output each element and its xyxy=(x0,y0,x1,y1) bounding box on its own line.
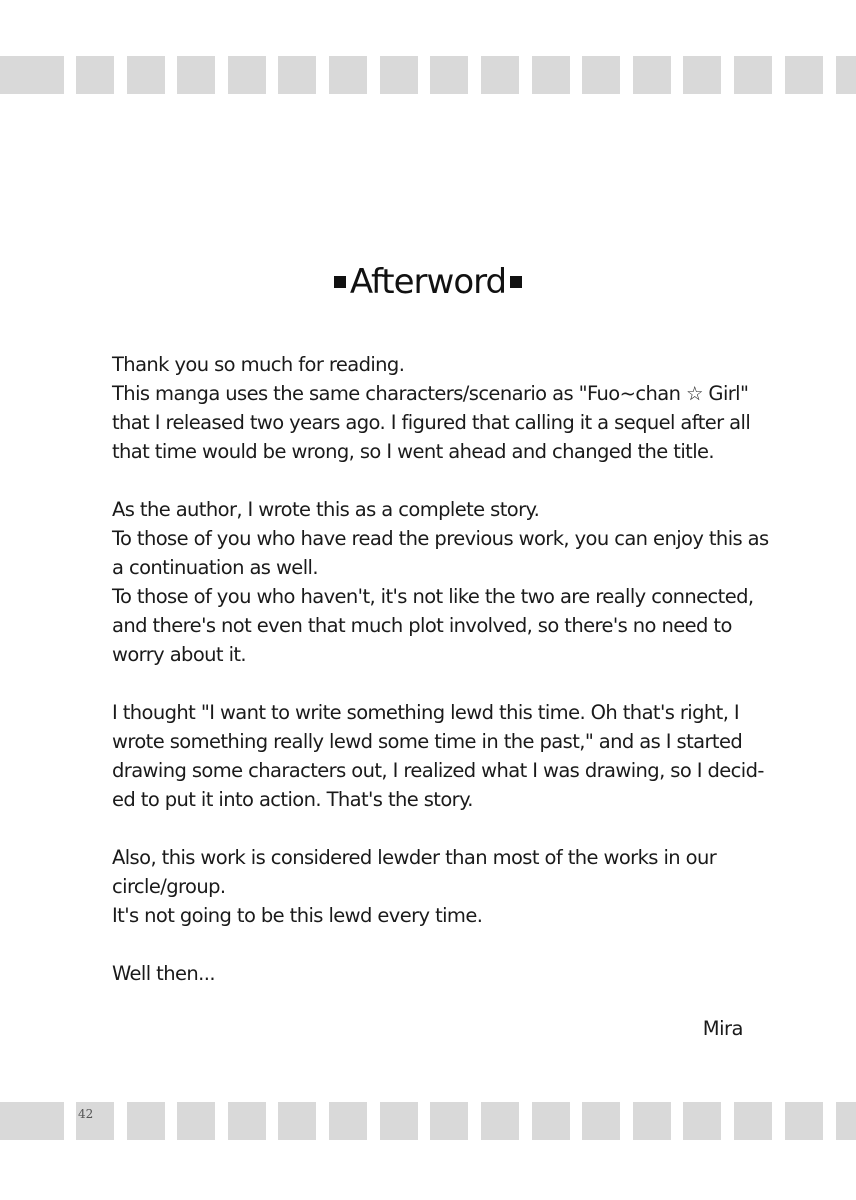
page-title xyxy=(0,262,856,302)
text-line: circle/group. xyxy=(112,875,226,898)
text-line: Also, this work is considered lewder than most of the works in our xyxy=(112,846,717,869)
strip-block xyxy=(532,56,570,94)
strip-block xyxy=(177,1102,215,1140)
strip-block xyxy=(836,1102,856,1140)
text-line: To those of you who have read the previous work, you can enjoy this as xyxy=(112,527,769,550)
strip-block xyxy=(76,56,114,94)
strip-block xyxy=(785,56,823,94)
text-line: worry about it. xyxy=(112,643,247,666)
strip-block xyxy=(329,1102,367,1140)
strip-block xyxy=(127,1102,165,1140)
strip-block xyxy=(734,1102,772,1140)
strip-block xyxy=(734,56,772,94)
text-line: wrote something really lewd some time in the past," and as I started xyxy=(112,730,743,753)
text-line: Well then... xyxy=(112,962,215,985)
text-line: To those of you who haven't, it's not like the two are really connected, xyxy=(112,585,754,608)
strip-block xyxy=(329,56,367,94)
strip-block xyxy=(532,1102,570,1140)
strip-block xyxy=(0,1102,26,1140)
strip-block xyxy=(26,56,64,94)
strip-block xyxy=(228,56,266,94)
author-signature: Mira xyxy=(702,1017,743,1040)
title-bullet-left xyxy=(334,276,346,288)
strip-block xyxy=(26,1102,64,1140)
strip-block xyxy=(582,1102,620,1140)
strip-block xyxy=(127,56,165,94)
strip-block xyxy=(228,1102,266,1140)
strip-block xyxy=(177,56,215,94)
strip-block xyxy=(0,56,26,94)
strip-block xyxy=(481,56,519,94)
text-line: drawing some characters out, I realized what I was drawing, so I decid- xyxy=(112,759,764,782)
paragraph-gap xyxy=(112,669,752,698)
bottom-decorative-strip xyxy=(0,1102,856,1140)
text-line: and there's not even that much plot involved, so there's no need to xyxy=(112,614,732,637)
strip-block xyxy=(633,56,671,94)
strip-block xyxy=(683,56,721,94)
text-line: It's not going to be this lewd every time. xyxy=(112,904,483,927)
title-bullet-right xyxy=(510,276,522,288)
afterword-body xyxy=(112,350,769,988)
strip-block xyxy=(683,1102,721,1140)
paragraph-gap xyxy=(112,814,752,843)
paragraph-gap xyxy=(112,930,752,959)
text-line: As the author, I wrote this as a complete story. xyxy=(112,498,540,521)
text-line: Thank you so much for reading. xyxy=(112,353,405,376)
strip-block xyxy=(278,1102,316,1140)
paragraph-gap xyxy=(112,466,752,495)
top-decorative-strip xyxy=(0,56,856,94)
strip-block xyxy=(633,1102,671,1140)
text-line: that I released two years ago. I figured that calling it a sequel after all xyxy=(112,411,751,434)
page-number: 42 xyxy=(78,1107,94,1121)
text-line: ed to put it into action. That's the story. xyxy=(112,788,473,811)
text-line: a continuation as well. xyxy=(112,556,318,579)
strip-block xyxy=(380,1102,418,1140)
text-line: that time would be wrong, so I went ahead and changed the title. xyxy=(112,440,715,463)
strip-block xyxy=(380,56,418,94)
strip-block xyxy=(430,56,468,94)
text-line: I thought "I want to write something lewd this time. Oh that's right, I xyxy=(112,701,740,724)
strip-block xyxy=(582,56,620,94)
strip-block xyxy=(785,1102,823,1140)
title-text: Afterword xyxy=(349,262,507,302)
strip-block xyxy=(481,1102,519,1140)
strip-block xyxy=(430,1102,468,1140)
text-line: This manga uses the same characters/scenario as "Fuo~chan ☆ Girl" xyxy=(112,382,749,405)
strip-block xyxy=(278,56,316,94)
strip-block xyxy=(836,56,856,94)
